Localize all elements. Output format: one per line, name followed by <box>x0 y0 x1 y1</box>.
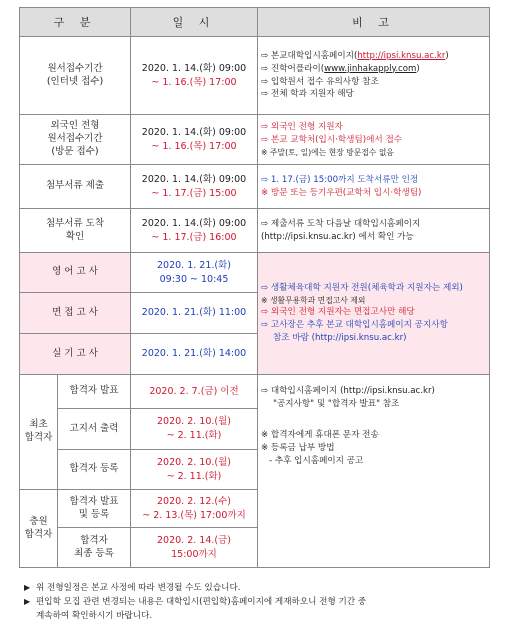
table-row <box>20 253 490 293</box>
row-category: 고지서 출력 <box>58 409 131 450</box>
row-date: 2020. 1. 14.(화) 09:00 ~ 1. 16.(목) 17:00 <box>131 115 258 165</box>
table-row <box>20 115 490 165</box>
row-category: 첨부서류 제출 <box>20 165 131 209</box>
group-final: 최초 합격자 <box>20 375 58 490</box>
table-row <box>20 165 490 209</box>
result-notes: ⇨ 대학입시홈페이지 (http://ipsi.knsu.ac.kr) "공지사항" 및 "합격자 발표" 참조 ※ 합격자에게 휴대폰 문자 전송 ※ 등록금 납부 방법 - 추후 입시홈페이지 공고 <box>258 375 490 568</box>
note-line: ⇨ 입학원서 접수 유의사항 참조 <box>261 76 379 87</box>
row-date: 2020. 2. 14.(금) 15:00까지 <box>131 528 258 568</box>
row-date: 2020. 2. 10.(월) ~ 2. 11.(화) <box>131 409 258 450</box>
exam-notes: ⇨ 생활체육대학 지원자 전원(체육학과 지원자는 제외) ※ 생활무용학과 면접고사 제외 ⇨ 외국인 전형 지원자는 면접고사만 해당 ⇨ 고사장은 추후 본교 대학입시홈페이지 공지사항 참조 바람 (http://ipsi.knsu.ac.kr) <box>258 253 490 375</box>
bullet-icon: ▶ <box>24 583 31 592</box>
row-category: 합격자 발표 <box>58 375 131 409</box>
row-date: 2020. 1. 21.(화) 14:00 <box>131 334 258 375</box>
row-date: 2020. 2. 12.(수) ~ 2. 13.(목) 17:00까지 <box>131 490 258 528</box>
header-remarks: 비 고 <box>258 8 490 37</box>
row-date: 2020. 1. 14.(화) 09:00 ~ 1. 17.(금) 15:00 <box>131 165 258 209</box>
row-category: 첨부서류 도착 확인 <box>20 209 131 253</box>
row-date: 2020. 2. 10.(월) ~ 2. 11.(화) <box>131 450 258 490</box>
group-additional: 충원 합격자 <box>20 490 58 568</box>
row-category: 면 접 고 사 <box>20 293 131 334</box>
footer-line: ▶ 편입학 모집 관련 변경되는 내용은 대학입시(편입학)홈페이지에 게재하오니 전형 기간 중 <box>24 595 494 609</box>
row-category: 외국인 전형 원서접수기간 (방문 접수) <box>20 115 131 165</box>
row-date: 2020. 1. 21.(화) 09:30 ~ 10:45 <box>131 253 258 293</box>
note-line: ⇨ 진학어플라이(www.jinhakapply.com) <box>261 63 420 74</box>
row-date: 2020. 1. 21.(화) 11:00 <box>131 293 258 334</box>
row-date: 2020. 1. 14.(화) 09:00 ~ 1. 16.(목) 17:00 <box>131 37 258 115</box>
row-notes: ⇨ 외국인 전형 지원자 ⇨ 본교 교학처(입시·학생팀)에서 접수 ※ 주말(토, 일)에는 현장 방문접수 없음 <box>258 115 490 165</box>
jinhak-link[interactable]: www.jinhakapply.com <box>324 63 417 74</box>
note-line: ⇨ 본교대학입시홈페이지(http://ipsi.knsu.ac.kr) <box>261 50 449 61</box>
footer-line: 계속하여 확인하시기 바랍니다. <box>36 611 153 622</box>
row-date: 2020. 1. 14.(화) 09:00 ~ 1. 17.(금) 16:00 <box>131 209 258 253</box>
footer-line: ▶ 위 전형일정은 본교 사정에 따라 변경될 수도 있습니다. <box>24 581 494 595</box>
row-notes <box>258 37 490 115</box>
row-notes: ⇨ 1. 17.(금) 15:00까지 도착서류만 인정 ※ 방문 또는 등기우편(교학처 입시·학생팀) <box>258 165 490 209</box>
table-row <box>20 37 490 115</box>
table-row <box>20 375 490 409</box>
row-category: 영 어 고 사 <box>20 253 131 293</box>
row-category: 원서접수기간 (인터넷 접수) <box>20 37 131 115</box>
table-header <box>20 8 490 37</box>
row-category: 합격자 발표 및 등록 <box>58 490 131 528</box>
bullet-icon: ▶ <box>24 597 31 607</box>
table-row <box>20 209 490 253</box>
row-category: 실 기 고 사 <box>20 334 131 375</box>
row-date: 2020. 2. 7.(금) 이전 <box>131 375 258 409</box>
row-category: 합격자 등록 <box>58 450 131 490</box>
row-category: 합격자 최종 등록 <box>58 528 131 568</box>
note-line: ⇨ 전체 학과 지원자 해당 <box>261 89 354 100</box>
ipsi-link[interactable]: http://ipsi.knsu.ac.kr <box>357 50 446 61</box>
footer-notes <box>24 581 494 624</box>
header-category: 구 분 <box>20 8 131 37</box>
header-datetime: 일 시 <box>131 8 258 37</box>
schedule-table <box>19 7 490 568</box>
row-notes: ⇨ 제출서류 도착 다음날 대학입시홈페이지 (http://ipsi.knsu.ac.kr) 에서 확인 가능 <box>258 209 490 253</box>
